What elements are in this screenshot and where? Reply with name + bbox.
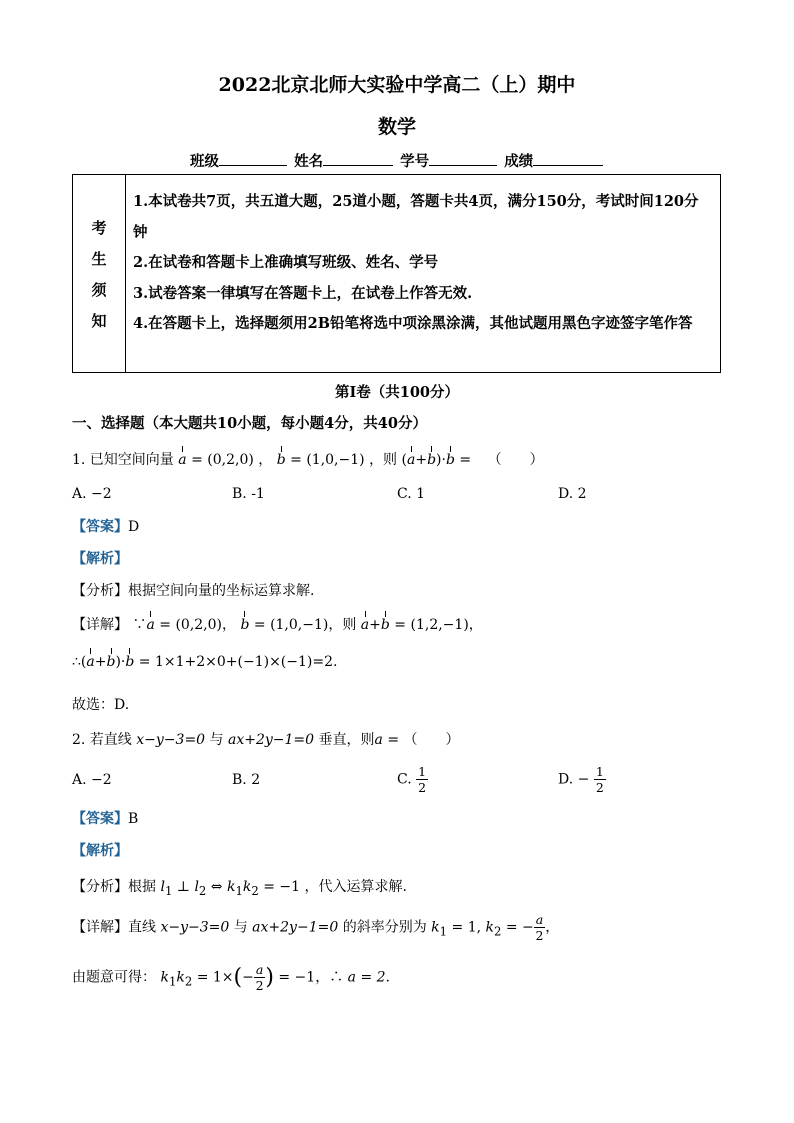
field-id-blank [429, 151, 497, 166]
exam-title: 2022北京北师大实验中学高二（上）期中 [218, 74, 576, 96]
question-1-stem: 1. 已知空间向量 a = (0,2,0) ， b = (1,0,−1) ，则 (a+b)·b = （ ） [72, 452, 544, 468]
exam-notice-box [72, 174, 721, 373]
field-class-label: 班级 [190, 153, 219, 170]
q2-option-c: C. $\frac{1}{2}$ [397, 764, 427, 795]
q1-detail-line-2: ∴(a+b)·b = 1×1+2×0+(−1)×(−1)=2. [72, 654, 338, 670]
q1-option-d: D. 2 [558, 486, 587, 502]
section-title: 一、选择题（本大题共10小题，每小题4分，共40分） [72, 415, 427, 432]
notice-item: 2.在试卷和答题卡上准确填写班级、姓名、学号 [133, 254, 439, 271]
q2-fenxi: 【分析】根据 $l_1$ ⊥ $l_2$ ⇔ $k_1k_2 = -1$ ，代入运算求解. [72, 879, 407, 898]
notice-items [133, 187, 713, 340]
part-title: 第I卷（共100分） [334, 384, 460, 401]
field-name-label: 姓名 [294, 153, 324, 170]
q1-analysis-tag: 【解析】 [72, 551, 128, 567]
notice-label-char: 知 [91, 312, 107, 330]
question-2-stem: 2. 若直线 x−y−3=0 与 ax+2y−1=0 垂直，则a = （ ） [72, 732, 460, 748]
notice-item: 4.在答题卡上，选择题须用2B铅笔将选中项涂黑涂满，其他试题用黑色字迹签字笔作答 [133, 315, 693, 332]
notice-label-char: 生 [91, 250, 107, 268]
q1-option-b: B. -1 [232, 486, 265, 502]
q2-analysis-tag: 【解析】 [72, 843, 128, 859]
q2-answer: 【答案】B [72, 811, 139, 827]
q1-detail-line-1: 【详解】 ∵a = (0,2,0)， b = (1,0,−1)，则 a+b = (1,2,−1)， [72, 617, 483, 633]
answer-blank: （ ） [487, 452, 544, 468]
notice-label-column [73, 175, 126, 372]
q2-result: 由题意可得： $k_1k_2 = 1\times(-$ $\frac{a}{2}$ ) = −1，∴ a = 2. [72, 962, 390, 993]
field-score-label: 成绩 [504, 153, 534, 170]
field-id-label: 学号 [400, 153, 430, 170]
q2-detail: 【详解】直线 x−y−3=0 与 ax+2y−1=0 的斜率分别为 $k_1 = 1$, $k_2$ = − $\frac{a}{2}$ ， [72, 912, 560, 943]
q1-option-c: C. 1 [397, 486, 426, 502]
field-name-blank [323, 151, 393, 166]
notice-item: 1.本试卷共7页，共五道大题，25道小题，答题卡共4页，满分150分，考试时间120分钟 [133, 193, 699, 241]
notice-item: 3.试卷答案一律填写在答题卡上，在试卷上作答无效. [133, 284, 473, 302]
student-info-fields [190, 150, 605, 171]
field-class-blank [219, 151, 287, 166]
field-score-blank [533, 151, 603, 166]
notice-label-char: 须 [91, 281, 107, 299]
q2-option-d: D. − $\frac{1}{2}$ [558, 764, 604, 795]
q1-option-a: A. −2 [72, 486, 112, 502]
q1-conclusion: 故选：D. [72, 697, 130, 713]
subject-title: 数学 [377, 116, 416, 138]
q1-answer: 【答案】D [72, 519, 140, 535]
answer-blank: （ ） [403, 732, 460, 748]
q2-option-b: B. 2 [232, 772, 261, 788]
q2-option-a: A. −2 [72, 772, 112, 788]
notice-label-char: 考 [91, 219, 107, 237]
q1-fenxi: 【分析】根据空间向量的坐标运算求解. [72, 583, 315, 599]
